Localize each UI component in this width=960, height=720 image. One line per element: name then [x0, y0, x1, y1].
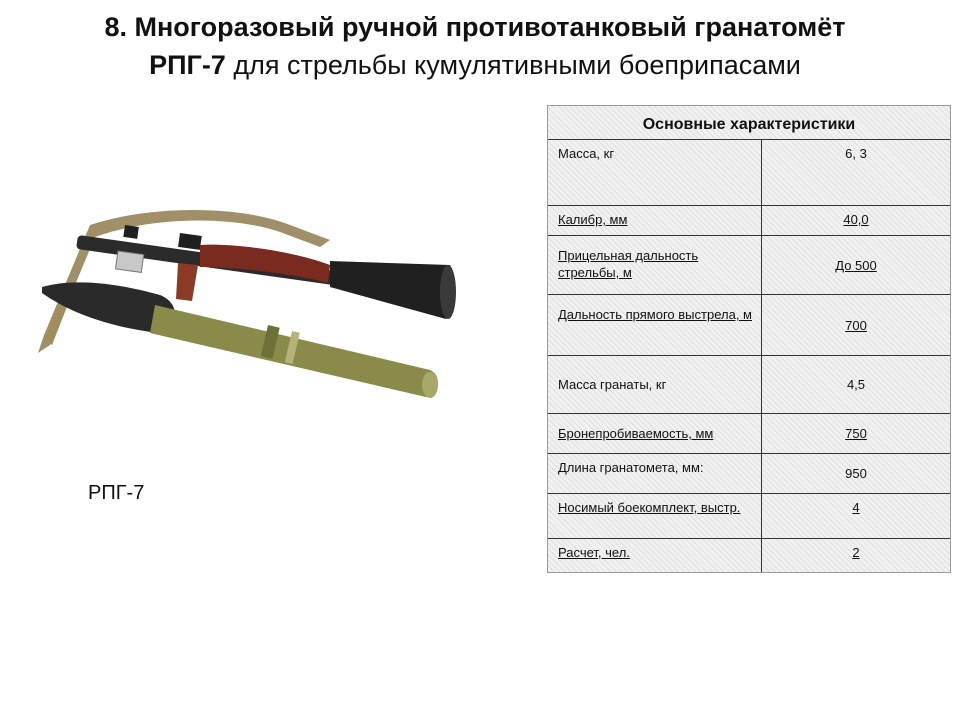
row-value: 4 — [852, 500, 860, 515]
row-label: Калибр, мм — [548, 206, 762, 235]
slide-title — [0, 10, 960, 82]
title-model: РПГ-7 — [149, 50, 226, 80]
row-value: 950 — [845, 466, 867, 481]
row-value: 6, 3 — [845, 146, 867, 161]
row-label: Длина гранатомета, мм: — [548, 454, 762, 493]
row-value: 750 — [845, 426, 867, 441]
rear-sight — [123, 225, 139, 239]
grenade-tail — [422, 372, 438, 398]
row-value: 40,0 — [843, 212, 869, 227]
venturi-opening — [440, 265, 456, 319]
table-row — [548, 494, 950, 539]
row-label: Бронепробиваемость, мм — [548, 414, 762, 453]
specifications-table — [547, 105, 951, 573]
table-row — [548, 414, 950, 454]
row-label: Дальность прямого выстрела, м — [548, 295, 762, 355]
table-row — [548, 539, 950, 572]
title-line-2 — [0, 48, 960, 82]
illustration-caption: РПГ-7 — [88, 482, 145, 504]
table-row — [548, 295, 950, 356]
optical-sight — [115, 251, 143, 272]
row-label: Масса гранаты, кг — [548, 356, 762, 413]
table-row — [548, 140, 950, 206]
row-value: До 500 — [835, 257, 877, 273]
row-label: Носимый боекомплект, выстр. — [548, 494, 762, 538]
row-value: 2 — [852, 545, 860, 560]
table-row — [548, 236, 950, 295]
row-value: 4,5 — [846, 377, 866, 392]
rear-venturi — [330, 261, 456, 319]
pistol-grip — [176, 263, 198, 301]
front-sight — [178, 233, 202, 250]
table-row — [548, 206, 950, 236]
row-label: Расчет, чел. — [548, 539, 762, 572]
row-value: 700 — [845, 317, 867, 333]
table-row — [548, 356, 950, 414]
table-header: Основные характеристики — [548, 106, 950, 140]
table-row — [548, 454, 950, 494]
title-line-1: 8. Многоразовый ручной противотанковый гранатомёт — [104, 12, 846, 42]
row-label: Прицельная дальность стрельбы, м — [548, 236, 762, 294]
title-description: для стрельбы кумулятивными боеприпасами — [225, 50, 801, 80]
row-label: Масса, кг — [548, 140, 762, 205]
rpg7-illustration — [30, 195, 470, 435]
wooden-heat-guard — [200, 245, 330, 283]
